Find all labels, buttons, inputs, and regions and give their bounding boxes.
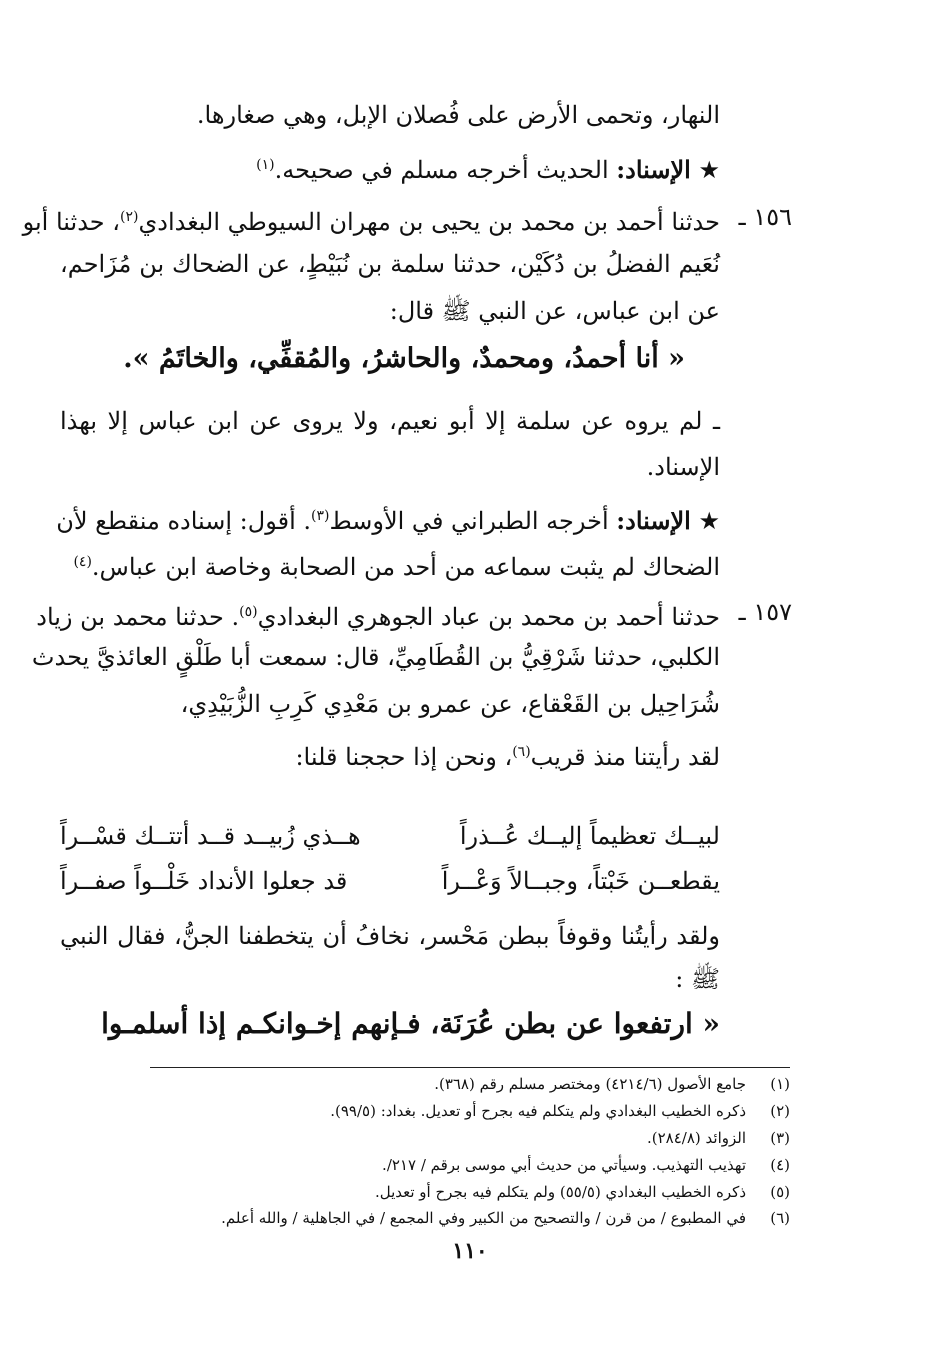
- footnote-3: [150, 1125, 790, 1152]
- footnote-ref: (٦): [512, 744, 531, 760]
- text-line-5: عن ابن عباس، عن النبي ﷺ قال:: [389, 297, 720, 325]
- footnote-number: (٣): [770, 1129, 790, 1147]
- text-span: النهار، وتحمى الأرض على فُصلان الإبل، وهي صغارها.: [196, 101, 720, 129]
- text-span: . حدثنا محمد بن زياد: [36, 603, 240, 631]
- footnote-ref: (٤): [73, 554, 92, 570]
- text-span: لقد رأيتنا منذ قريب: [530, 743, 720, 771]
- page-number: ١١٠: [452, 1238, 488, 1264]
- text-span: الحديث أخرجه مسلم في صحيحه.: [274, 156, 609, 184]
- footnote-ref: (٥): [239, 604, 258, 620]
- text-span: حدثنا أحمد بن محمد بن عباد الجوهري البغدادي: [257, 603, 720, 631]
- hadith-matn-156: « أنا أحمدُ، ومحمدٌ، والحاشرُ، والمُقفِّي، والخاتَمُ ».: [123, 343, 685, 374]
- isnad-label: الإسناد:: [616, 506, 691, 535]
- text-span: الضحاك لم يثبت سماعه من أحد من الصحابة وخاصة ابن عباس.: [91, 553, 720, 581]
- text-span: ، حدثنا أبو: [22, 208, 120, 236]
- footnote-5: [150, 1179, 790, 1206]
- footnote-divider: [150, 1067, 790, 1068]
- text-line-3: [22, 198, 720, 241]
- hemistich-1: لبيــك تعظيماً إليــك عُــذراً: [459, 822, 720, 850]
- footnote-number: (٢): [770, 1102, 790, 1120]
- footnote-1: [150, 1071, 790, 1098]
- hadith-number-157: ١٥٧ ـ: [738, 598, 792, 626]
- isnad-label: الإسناد:: [616, 155, 691, 184]
- footnote-text: في المطبوع / من قرن / والتصحيح من الكبير وفي المجمع / في الجاهلية / والله أعلم.: [221, 1209, 746, 1227]
- isnad-line-1: ★ الإسناد: الحديث أخرجه مسلم في صحيحه.$^{(١)}$: [256, 155, 720, 184]
- text-line-15: ولقد رأيتُنا وقوفاً ببطن مَحْسر، نخافُ أن يتخطفنا الجنُّ، فقال النبي: [60, 922, 720, 950]
- text-span: ، ونحن إذا حججنا قلنا:: [295, 743, 513, 771]
- footnote-ref: (٢): [120, 209, 139, 225]
- text-span: . أقول: إسناده منقطع لأن: [56, 507, 311, 535]
- hadith-number-156: ١٥٦ ـ: [738, 203, 792, 231]
- text-line-7: ـ لم يروه عن سلمة إلا أبو نعيم، ولا يروى عن ابن عباس إلا بهذا: [60, 407, 720, 435]
- footnote-6: [150, 1205, 790, 1232]
- footnote-text: جامع الأصول (٤٢١٤/٦) ومختصر مسلم رقم (٣٦٨).: [434, 1075, 746, 1093]
- footnote-4: [150, 1152, 790, 1179]
- footnote-text: ذكره الخطيب البغدادي (٥٥/٥) ولم يتكلم فيه بجرح أو تعديل.: [374, 1183, 746, 1201]
- hemistich-2: قد جعلوا الأنداد خَلْــواً صفــراً: [60, 867, 348, 895]
- text-line-12: الكلبي، حدثنا شَرْقِيُّ بن القُطَامِيِّ، قال: سمعت أبا طَلْقٍ العائذيَّ يحدث: [31, 643, 720, 671]
- hemistich-2: هــذي زُبيــد قــد أتتــك قسْــراً: [60, 822, 361, 850]
- footnote-number: (١): [770, 1075, 790, 1093]
- text-line-10: [60, 543, 720, 586]
- footnote-ref: (٣): [311, 508, 330, 524]
- isnad-line-2: ★ الإسناد: أخرجه الطبراني في الأوسط$^{(٣)}$. أقول: إسناده منقطع لأن: [56, 506, 720, 535]
- text-line-16: ﷺ :: [675, 965, 720, 993]
- footnote-number: (٥): [770, 1183, 790, 1201]
- text-line-11: [36, 593, 720, 636]
- text-line-8: الإسناد.: [646, 453, 720, 481]
- footnote-number: (٦): [770, 1209, 790, 1227]
- footnote-2: [150, 1098, 790, 1125]
- footnote-text: تهذيب التهذيب. وسيأتي من حديث أبي موسى برقم / ٢١٧/.: [382, 1156, 746, 1174]
- footnote-number: (٤): [770, 1156, 790, 1174]
- text-span: حدثنا أحمد بن محمد بن يحيى بن مهران السيوطي البغدادي: [138, 208, 720, 236]
- text-line-1: [60, 96, 720, 134]
- text-line-13: شُرَاحِيل بن القَعْقاع، عن عمرو بن مَعْدِي كَرِبِ الزُّبَيْدِي،: [180, 690, 720, 718]
- footnote-text: الزوائد (٢٨٤/٨).: [647, 1129, 746, 1147]
- footnote-ref: (١): [256, 157, 275, 173]
- footnote-text: ذكره الخطيب البغدادي ولم يتكلم فيه بجرح أو تعديل. بغداد: (٩٩/٥).: [330, 1102, 746, 1120]
- text-line-4: نُعَيم الفضلُ بن دُكَيْن، حدثنا سلمة بن نُبَيْطٍ، عن الضحاك بن مُزَاحم،: [60, 250, 720, 278]
- hemistich-1: يقطعــن خَبْتاً، وجبــالاً وَعْــراً: [441, 867, 720, 895]
- text-line-14: [60, 733, 720, 776]
- text-span: أخرجه الطبراني في الأوسط: [329, 507, 609, 535]
- hadith-matn-157: « ارتفعوا عن بطن عُرَنَة، فـإنهم إخـوانكـم إذا أسلمـوا: [101, 1007, 720, 1040]
